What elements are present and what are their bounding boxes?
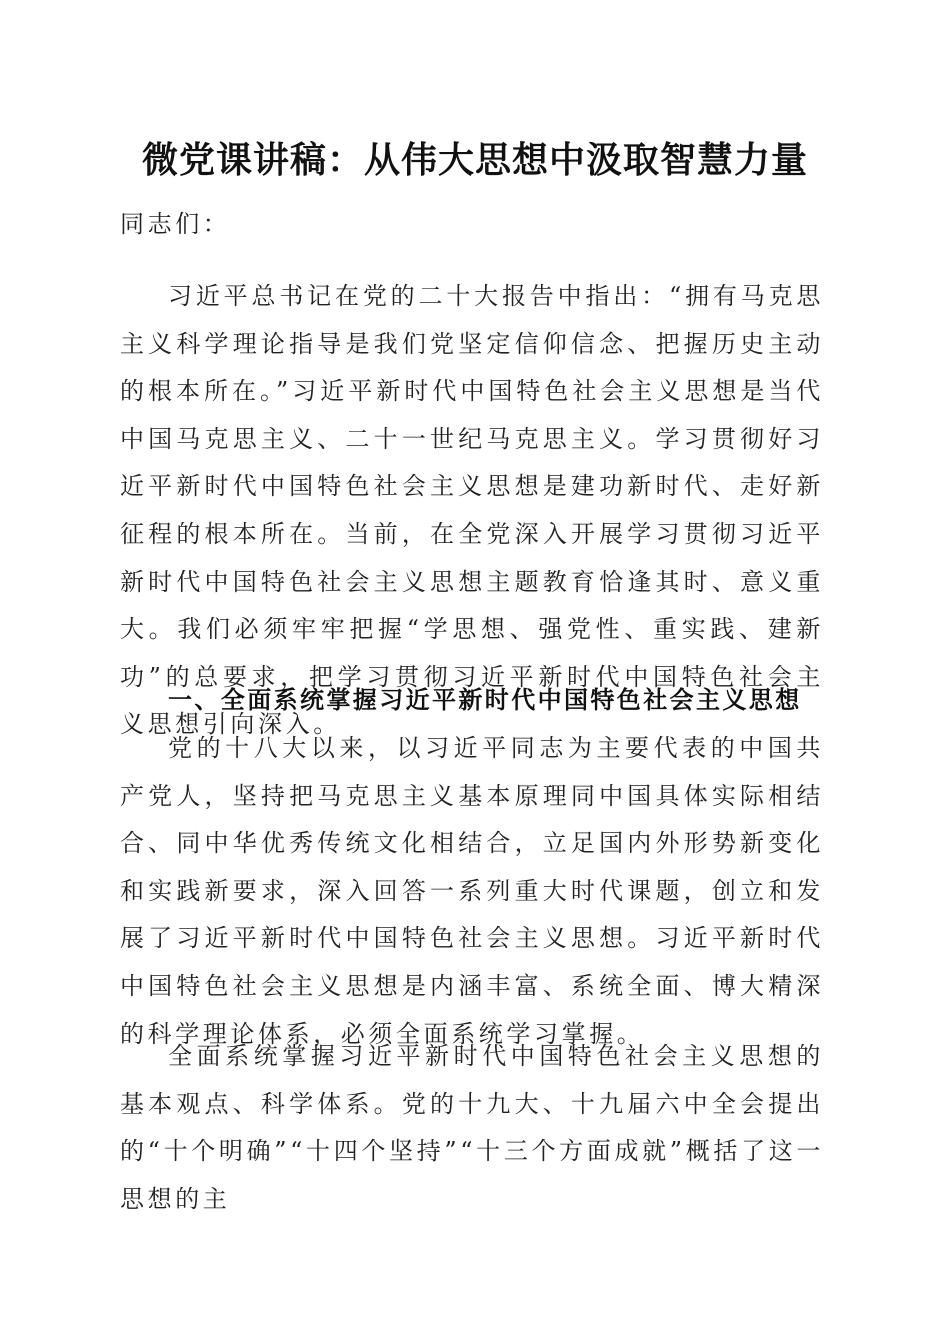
salutation: 同志们： [120,210,231,238]
document-title: 微党课讲稿：从伟大思想中汲取智慧力量 [141,139,808,181]
section-heading-1: 一、全面系统掌握习近平新时代中国特色社会主义思想 [168,686,802,714]
paragraph-section-1: 党的十八大以来，以习近平同志为主要代表的中国共产党人，坚持把马克思主义基本原理同中国具体实际相结合、同中华优秀传统文化相结合，立足国内外形势新变化和实践新要求，深入回答一系列重大时代课题，创立和发展了习近平新时代中国特色社会主义思想。习近平新时代中国特色社会主义思想是内涵丰富、系统全面、博大精深的科学理论体系，必须全面系统学习掌握。 [120,734,824,1048]
paragraph-section-1-continued: 全面系统掌握习近平新时代中国特色社会主义思想的基本观点、科学体系。党的十九大、十九届六中全会提出的“十个明确”“十四个坚持”“十三个方面成就”概括了这一思想的主 [120,1042,824,1213]
paragraph-intro: 习近平总书记在党的二十大报告中指出：“拥有马克思主义科学理论指导是我们党坚定信仰信念、把握历史主动的根本所在。”习近平新时代中国特色社会主义思想是当代中国马克思主义、二十一世纪马克思主义。学习贯彻好习近平新时代中国特色社会主义思想是建功新时代、走好新征程的根本所在。当前，在全党深入开展学习贯彻习近平新时代中国特色社会主义思想主题教育恰逢其时、意义重大。我们必须牢牢把握“学思想、强党性、重实践、建新功”的总要求，把学习贯彻习近平新时代中国特色社会主义思想引向深入。 [120,282,824,739]
